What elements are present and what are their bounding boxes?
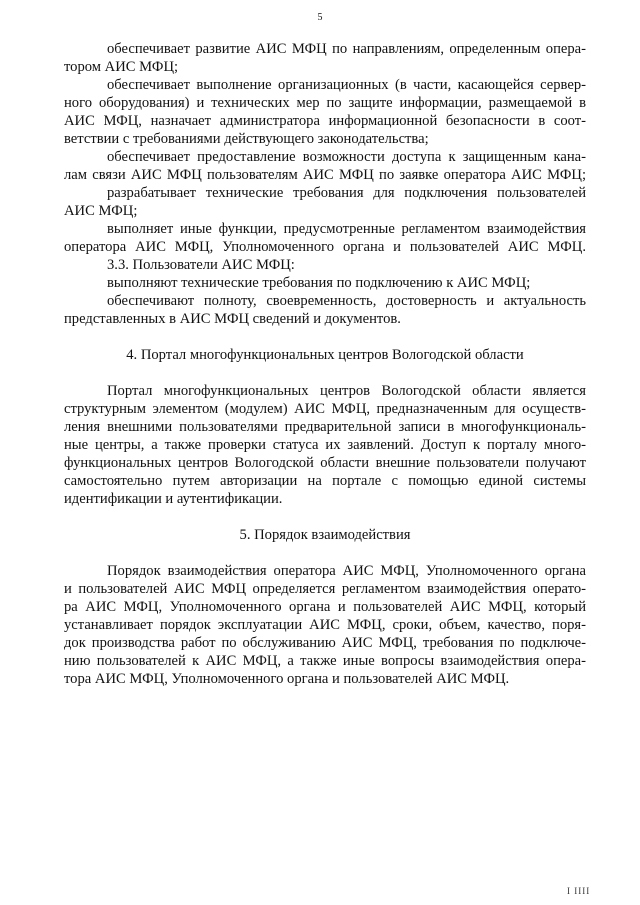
footer-mark: I IIII bbox=[567, 886, 591, 896]
text-line: ветствии с требованиями действующего законодательства; bbox=[64, 131, 429, 147]
text-line: ления внешними пользователями предварительной записи в многофункциональ- bbox=[64, 419, 586, 435]
section-heading: 4. Портал многофункциональных центров Вологодской области bbox=[126, 347, 524, 363]
text-line: АИС МФЦ; bbox=[64, 203, 138, 219]
text-line: выполняет иные функции, предусмотренные регламентом взаимодействия bbox=[107, 221, 586, 237]
page-number: 5 bbox=[317, 12, 323, 23]
text-line: разрабатывает технические требования для подключения пользователей bbox=[107, 185, 586, 201]
text-line: нию пользователей к АИС МФЦ, а также иные вопросы взаимодействия опера- bbox=[64, 653, 586, 669]
text-line: оператора АИС МФЦ, Уполномоченного органа и пользователей АИС МФЦ. bbox=[64, 239, 586, 255]
text-line: структурным элементом (модулем) АИС МФЦ, предназначенным для осуществ- bbox=[64, 401, 586, 417]
text-line: самостоятельно путем авторизации на портале с помощью единой системы bbox=[64, 473, 586, 489]
text-line: ного оборудования) и технических мер по защите информации, размещаемой в bbox=[64, 95, 586, 111]
text-line: АИС МФЦ, назначает администратора информационной безопасности в соот- bbox=[64, 113, 586, 129]
text-line: обеспечивает выполнение организационных (в части, касающейся сервер- bbox=[107, 77, 586, 93]
text-line: идентификации и аутентификации. bbox=[64, 491, 283, 507]
text-line: обеспечивают полноту, своевременность, достоверность и актуальность bbox=[107, 293, 586, 309]
text-line: обеспечивает предоставление возможности доступа к защищенным кана- bbox=[107, 149, 586, 165]
text-line: лам связи АИС МФЦ пользователям АИС МФЦ по заявке оператора АИС МФЦ; bbox=[64, 167, 586, 183]
text-line: Портал многофункциональных центров Вологодской области является bbox=[107, 383, 586, 399]
section-heading: 5. Порядок взаимодействия bbox=[239, 527, 411, 543]
text-line: устанавливает порядок эксплуатации АИС МФЦ, сроки, объем, качество, поря- bbox=[64, 617, 586, 633]
text-line: функциональных центров Вологодской области внешние пользователи получают bbox=[64, 455, 586, 471]
text-line: выполняют технические требования по подключению к АИС МФЦ; bbox=[107, 275, 531, 291]
text-line: обеспечивает развитие АИС МФЦ по направлениям, определенным опера- bbox=[107, 41, 586, 57]
subsection-heading: 3.3. Пользователи АИС МФЦ: bbox=[107, 257, 295, 273]
text-line: и пользователей АИС МФЦ определяется регламентом взаимодействия операто- bbox=[64, 581, 586, 597]
text-line: ные центры, а также проверки статуса их заявлений. Доступ к порталу много- bbox=[64, 437, 586, 453]
text-line: тором АИС МФЦ; bbox=[64, 59, 179, 75]
text-line: ра АИС МФЦ, Уполномоченного органа и пользователей АИС МФЦ, который bbox=[64, 599, 586, 615]
text-line: тора АИС МФЦ, Уполномоченного органа и пользователей АИС МФЦ. bbox=[64, 671, 510, 687]
text-line: Порядок взаимодействия оператора АИС МФЦ, Уполномоченного органа bbox=[107, 563, 586, 579]
text-line: представленных в АИС МФЦ сведений и документов. bbox=[64, 311, 401, 327]
text-line: док производства работ по обслуживанию АИС МФЦ, требования по подключе- bbox=[64, 635, 586, 651]
